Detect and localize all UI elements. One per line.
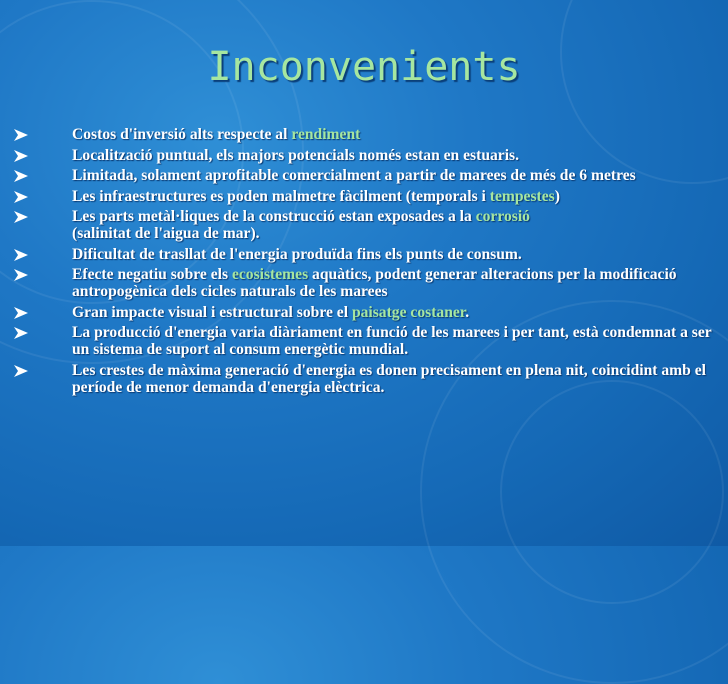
arrow-bullet-icon — [14, 150, 28, 162]
bullet-text: Localització puntual, els majors potencials només estan en estuaris. — [72, 146, 520, 164]
bullet-list — [12, 126, 712, 399]
arrow-bullet-icon — [14, 307, 28, 319]
bullet-text: La producció d'energia varia diàriament en funció de les marees i per tant, està condemnat a ser un sistema de suport al consum energètic mundial. — [72, 324, 712, 358]
list-item — [12, 147, 712, 164]
list-item — [12, 167, 712, 184]
tempestes-link[interactable]: tempestes — [489, 187, 555, 205]
bullet-text: Les infraestructures es poden malmetre fàcilment (temporals i — [72, 187, 490, 205]
list-item — [12, 208, 712, 242]
arrow-bullet-icon — [14, 129, 28, 141]
bullet-text-after: . — [465, 303, 470, 321]
rendiment-link[interactable]: rendiment — [291, 126, 361, 143]
list-item — [12, 188, 712, 205]
arrow-bullet-icon — [14, 269, 28, 281]
bullet-text: Efecte negatiu sobre els — [72, 266, 232, 283]
ripple — [500, 380, 724, 604]
bullet-text-after: (salinitat de l'aigua de mar). — [72, 225, 260, 242]
paisatge-costaner-link[interactable]: paisatge costaner — [351, 303, 466, 321]
arrow-bullet-icon — [14, 170, 28, 182]
bullet-text: Dificultat de trasllat de l'energia produïda fins els punts de consum. — [72, 245, 522, 263]
bullet-text-after: aquàtics, podent generar alteracions per la modificació antropogènica dels cicles naturals de les marees — [72, 266, 677, 300]
arrow-bullet-icon — [14, 191, 28, 203]
bullet-text: Limitada, solament aprofitable comercialment a partir de marees de més de 6 metres — [72, 167, 636, 184]
corrosio-link[interactable]: corrosió — [475, 208, 530, 225]
list-item — [12, 362, 712, 396]
list-item — [12, 126, 712, 143]
list-item — [12, 324, 712, 358]
bullet-text-after: ) — [554, 187, 560, 205]
arrow-bullet-icon — [14, 211, 28, 223]
list-item — [12, 304, 712, 321]
bullet-text: Gran impacte visual i estructural sobre el — [72, 303, 352, 321]
ecosistemes-link[interactable]: ecosistemes — [231, 266, 309, 283]
slide-title: Inconvenients — [207, 44, 521, 90]
bullet-text: Costos d'inversió alts respecte al — [72, 126, 292, 143]
arrow-bullet-icon — [14, 327, 28, 339]
arrow-bullet-icon — [14, 249, 28, 261]
bullet-text: Les crestes de màxima generació d'energia es donen precisament en plena nit, coincidint amb el període de menor demanda d'energia elèctrica. — [72, 361, 706, 396]
arrow-bullet-icon — [14, 365, 28, 377]
bullet-text: Les parts metàl·liques de la construcció estan exposades a la — [72, 208, 476, 225]
list-item — [12, 266, 712, 300]
list-item — [12, 246, 712, 263]
